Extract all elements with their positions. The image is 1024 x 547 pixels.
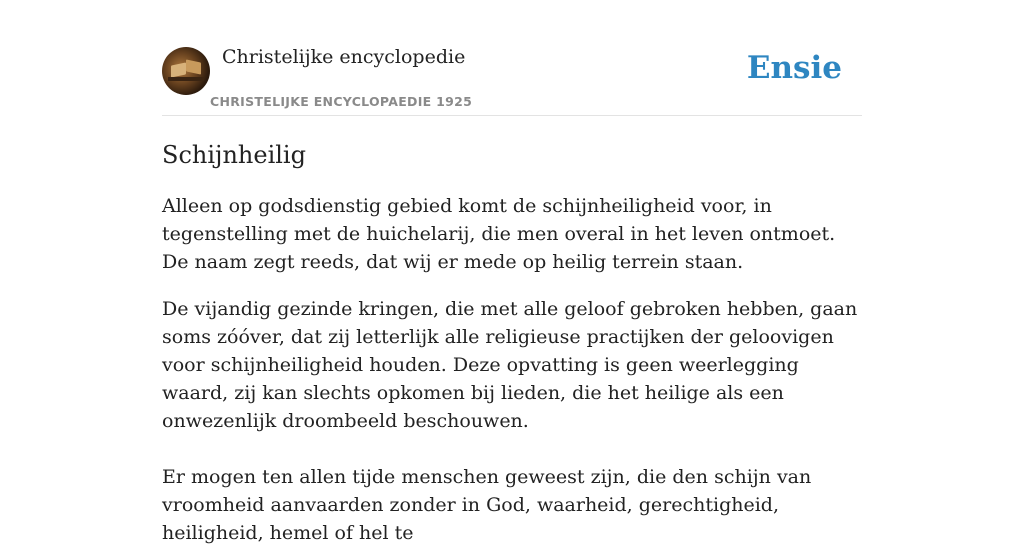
- site-subtitle[interactable]: CHRISTELIJKE ENCYCLOPAEDIE 1925: [210, 94, 473, 109]
- site-title[interactable]: Christelijke encyclopedie: [222, 46, 466, 68]
- page-container: [162, 0, 862, 544]
- site-header: [162, 0, 862, 116]
- ensie-logo-link[interactable]: Ensie: [746, 50, 842, 86]
- encyclopedia-book-icon[interactable]: [162, 47, 210, 95]
- article-paragraph: Alleen op godsdienstig gebied komt de schijnheiligheid voor, in tegenstelling met de huichelarij, die men overal in het leven ontmoet. De naam zegt reeds, dat wij er mede op heilig terrein staan.: [162, 195, 836, 273]
- article-paragraph: De vijandig gezinde kringen, die met alle geloof gebroken hebben, gaan soms zóóver, dat zij letterlijk alle religieuse practijken der geloovigen voor schijnheiligheid houden. Deze opvatting is geen weerlegging waard, zij kan slechts opkomen bij lieden, die het heilige als een onwezenlijk droombeeld beschouwen.: [162, 298, 858, 432]
- article-title: Schijnheilig: [162, 141, 306, 169]
- article-paragraph: Er mogen ten allen tijde menschen geweest zijn, die den schijn van vroomheid aanvaarden zonder in God, waarheid, gerechtigheid, heiligheid, hemel of hel te: [162, 466, 812, 544]
